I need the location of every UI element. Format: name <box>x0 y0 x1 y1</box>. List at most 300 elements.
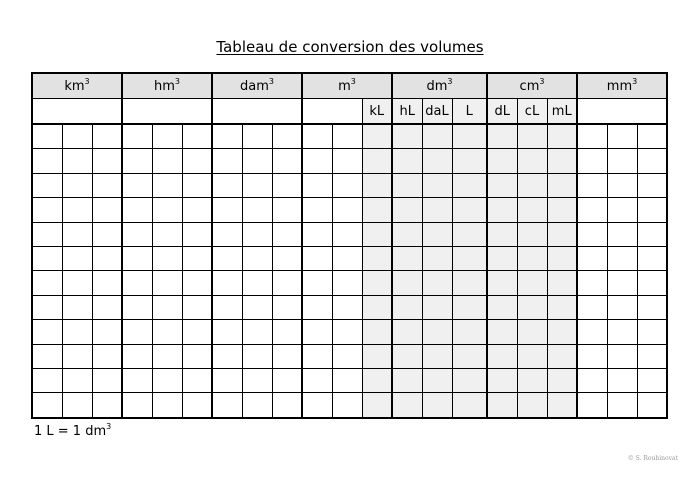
grid-cell <box>392 173 422 197</box>
unit-m3-base: m <box>338 78 351 94</box>
grid-cell <box>487 173 517 197</box>
grid-cell <box>302 271 332 295</box>
grid-cell <box>62 271 92 295</box>
grid-cell <box>547 222 577 246</box>
grid-cell <box>152 295 182 319</box>
grid-cell <box>487 246 517 270</box>
grid-cell <box>392 344 422 368</box>
grid-cell <box>152 344 182 368</box>
table-row <box>32 246 667 270</box>
grid-cell <box>242 368 272 392</box>
grid-cell <box>422 368 452 392</box>
grid-cell <box>487 271 517 295</box>
grid-cell <box>392 198 422 222</box>
grid-cell <box>332 368 362 392</box>
grid-cell <box>122 124 152 149</box>
grid-cell <box>332 173 362 197</box>
grid-cell <box>272 271 302 295</box>
grid-cell <box>212 344 242 368</box>
table-row <box>32 295 667 319</box>
grid-cell <box>422 173 452 197</box>
grid-cell <box>332 124 362 149</box>
unit-header-km3 <box>32 73 122 99</box>
unit-cm3-base: cm <box>519 78 540 94</box>
liter-label-ml: mL <box>547 99 577 125</box>
grid-cell <box>487 320 517 344</box>
grid-cell <box>422 344 452 368</box>
conversion-note <box>34 424 111 439</box>
grid-cell <box>547 246 577 270</box>
grid-cell <box>32 222 62 246</box>
grid-cell <box>122 271 152 295</box>
grid-cell <box>577 222 607 246</box>
unit-hm3-base: hm <box>154 78 175 94</box>
grid-cell <box>152 246 182 270</box>
grid-cell <box>362 222 392 246</box>
grid-cell <box>577 368 607 392</box>
grid-cell <box>487 344 517 368</box>
grid-cell <box>362 246 392 270</box>
grid-cell <box>62 393 92 418</box>
grid-cell <box>452 222 487 246</box>
grid-cell <box>122 368 152 392</box>
grid-cell <box>392 368 422 392</box>
grid-cell <box>392 393 422 418</box>
grid-cell <box>92 344 122 368</box>
grid-cell <box>577 246 607 270</box>
grid-cell <box>32 320 62 344</box>
blank-cell <box>32 99 122 125</box>
grid-cell <box>452 173 487 197</box>
grid-cell <box>547 198 577 222</box>
unit-cm3-exp: 3 <box>539 76 545 86</box>
grid-cell <box>577 271 607 295</box>
grid-cell <box>242 198 272 222</box>
table-row <box>32 149 667 173</box>
grid-cell <box>637 149 667 173</box>
grid-cell <box>152 271 182 295</box>
grid-cell <box>487 295 517 319</box>
grid-cell <box>332 295 362 319</box>
grid-cell <box>577 393 607 418</box>
grid-cell <box>272 173 302 197</box>
grid-cell <box>332 344 362 368</box>
grid-cell <box>242 320 272 344</box>
unit-km3-base: km <box>64 78 85 94</box>
grid-cell <box>152 149 182 173</box>
grid-cell <box>182 222 212 246</box>
grid-cell <box>302 368 332 392</box>
grid-cell <box>362 320 392 344</box>
grid-cell <box>452 124 487 149</box>
unit-dm3-exp: 3 <box>447 76 453 86</box>
grid-cell <box>302 295 332 319</box>
grid-cell <box>152 320 182 344</box>
grid-cell <box>332 393 362 418</box>
grid-cell <box>212 246 242 270</box>
grid-cell <box>122 344 152 368</box>
grid-cell <box>92 124 122 149</box>
grid-cell <box>607 271 637 295</box>
grid-cell <box>422 295 452 319</box>
unit-header-dm3 <box>392 73 487 99</box>
grid-cell <box>122 320 152 344</box>
grid-cell <box>182 173 212 197</box>
grid-cell <box>392 320 422 344</box>
grid-cell <box>392 222 422 246</box>
grid-cell <box>332 222 362 246</box>
grid-cell <box>92 271 122 295</box>
grid-cell <box>487 124 517 149</box>
grid-cell <box>272 295 302 319</box>
grid-cell <box>452 320 487 344</box>
grid-cell <box>272 246 302 270</box>
table-row <box>32 368 667 392</box>
grid-cell <box>607 149 637 173</box>
grid-cell <box>62 198 92 222</box>
unit-header-dam3 <box>212 73 302 99</box>
grid-cell <box>637 368 667 392</box>
grid-cell <box>517 222 547 246</box>
table-row <box>32 124 667 149</box>
grid-cell <box>92 320 122 344</box>
table-row <box>32 393 667 418</box>
grid-cell <box>122 149 152 173</box>
grid-cell <box>517 368 547 392</box>
grid-cell <box>242 295 272 319</box>
grid-cell <box>92 393 122 418</box>
grid-cell <box>242 393 272 418</box>
grid-cell <box>182 368 212 392</box>
grid-cell <box>32 124 62 149</box>
grid-cell <box>577 173 607 197</box>
grid-cell <box>272 198 302 222</box>
grid-cell <box>212 149 242 173</box>
grid-cell <box>302 198 332 222</box>
grid-cell <box>607 173 637 197</box>
grid-cell <box>547 368 577 392</box>
grid-cell <box>517 173 547 197</box>
grid-cell <box>272 124 302 149</box>
unit-mm3-base: mm <box>606 78 633 94</box>
liter-label-kl: kL <box>362 99 392 125</box>
grid-cell <box>547 393 577 418</box>
grid-cell <box>212 222 242 246</box>
grid-cell <box>452 295 487 319</box>
grid-cell <box>212 124 242 149</box>
table-row <box>32 344 667 368</box>
grid-cell <box>62 320 92 344</box>
grid-cell <box>607 222 637 246</box>
grid-cell <box>182 124 212 149</box>
grid-cell <box>547 271 577 295</box>
grid-cell <box>637 222 667 246</box>
grid-cell <box>392 295 422 319</box>
grid-cell <box>547 344 577 368</box>
grid-cell <box>242 246 272 270</box>
grid-cell <box>272 368 302 392</box>
grid-cell <box>517 344 547 368</box>
grid-cell <box>62 246 92 270</box>
grid-cell <box>212 295 242 319</box>
grid-cell <box>637 124 667 149</box>
grid-cell <box>487 198 517 222</box>
grid-cell <box>242 124 272 149</box>
grid-cell <box>547 173 577 197</box>
liter-label-dal: daL <box>422 99 452 125</box>
grid-cell <box>152 368 182 392</box>
grid-cell <box>362 344 392 368</box>
grid-cell <box>92 295 122 319</box>
grid-cell <box>637 393 667 418</box>
grid-cell <box>272 320 302 344</box>
liter-label-row <box>32 99 667 125</box>
grid-cell <box>182 246 212 270</box>
grid-cell <box>487 222 517 246</box>
grid-cell <box>517 393 547 418</box>
grid-cell <box>32 198 62 222</box>
grid-cell <box>517 320 547 344</box>
grid-cell <box>607 124 637 149</box>
conversion-table <box>31 72 668 419</box>
page-title: Tableau de conversion des volumes <box>216 38 484 56</box>
grid-cell <box>32 173 62 197</box>
grid-cell <box>242 344 272 368</box>
grid-cell <box>422 246 452 270</box>
grid-cell <box>32 368 62 392</box>
grid-cell <box>547 295 577 319</box>
grid-cell <box>422 271 452 295</box>
unit-header-hm3 <box>122 73 212 99</box>
grid-cell <box>452 344 487 368</box>
grid-cell <box>517 198 547 222</box>
grid-cell <box>547 124 577 149</box>
table-row <box>32 271 667 295</box>
grid-cell <box>577 295 607 319</box>
grid-cell <box>122 393 152 418</box>
table-row <box>32 173 667 197</box>
table-row <box>32 198 667 222</box>
grid-cell <box>517 124 547 149</box>
grid-cell <box>32 393 62 418</box>
grid-cell <box>637 320 667 344</box>
grid-cell <box>152 173 182 197</box>
grid-cell <box>212 198 242 222</box>
grid-cell <box>182 344 212 368</box>
unit-header-m3 <box>302 73 392 99</box>
copyright-text: © S. Roubinovat <box>627 455 678 462</box>
grid-cell <box>302 222 332 246</box>
grid-cell <box>452 198 487 222</box>
grid-cell <box>577 198 607 222</box>
grid-cell <box>452 246 487 270</box>
grid-cell <box>92 246 122 270</box>
grid-cell <box>152 222 182 246</box>
grid-cell <box>32 344 62 368</box>
grid-cell <box>302 149 332 173</box>
grid-cell <box>212 271 242 295</box>
grid-cell <box>392 124 422 149</box>
liter-label-l: L <box>452 99 487 125</box>
grid-cell <box>517 271 547 295</box>
grid-cell <box>272 222 302 246</box>
grid-cell <box>212 173 242 197</box>
grid-cell <box>122 246 152 270</box>
grid-cell <box>62 124 92 149</box>
liter-label-dl: dL <box>487 99 517 125</box>
grid-cell <box>152 124 182 149</box>
grid-cell <box>182 198 212 222</box>
grid-cell <box>607 198 637 222</box>
grid-cell <box>362 295 392 319</box>
grid-cell <box>122 198 152 222</box>
grid-cell <box>392 149 422 173</box>
grid-cell <box>302 173 332 197</box>
grid-cell <box>92 368 122 392</box>
grid-cell <box>92 173 122 197</box>
grid-cell <box>332 198 362 222</box>
grid-cell <box>272 149 302 173</box>
grid-cell <box>362 393 392 418</box>
unit-dm3-base: dm <box>426 78 448 94</box>
grid-cell <box>422 124 452 149</box>
grid-cell <box>487 149 517 173</box>
grid-cell <box>517 295 547 319</box>
unit-hm3-exp: 3 <box>174 76 180 86</box>
grid-cell <box>362 198 392 222</box>
grid-cell <box>152 393 182 418</box>
grid-cell <box>452 271 487 295</box>
grid-cell <box>607 295 637 319</box>
grid-cell <box>62 149 92 173</box>
grid-cell <box>487 368 517 392</box>
grid-cell <box>487 393 517 418</box>
grid-cell <box>392 246 422 270</box>
grid-cell <box>362 124 392 149</box>
grid-cell <box>32 246 62 270</box>
grid-cell <box>182 149 212 173</box>
grid-cell <box>607 246 637 270</box>
unit-dam3-base: dam <box>240 78 269 94</box>
grid-cell <box>62 173 92 197</box>
blank-cell <box>122 99 212 125</box>
blank-cell <box>577 99 667 125</box>
grid-cell <box>332 271 362 295</box>
grid-cell <box>637 295 667 319</box>
grid-cell <box>302 393 332 418</box>
grid-cell <box>32 271 62 295</box>
grid-cell <box>92 222 122 246</box>
grid-cell <box>452 149 487 173</box>
grid-cell <box>302 320 332 344</box>
grid-cell <box>547 320 577 344</box>
note-exp: 3 <box>106 422 112 431</box>
grid-cell <box>272 344 302 368</box>
grid-cell <box>637 173 667 197</box>
blank-cell <box>212 99 302 125</box>
grid-cell <box>212 368 242 392</box>
grid-cell <box>607 344 637 368</box>
blank-cell <box>302 99 362 125</box>
grid-cell <box>607 320 637 344</box>
grid-cell <box>577 149 607 173</box>
grid-cell <box>422 393 452 418</box>
grid-cell <box>422 198 452 222</box>
grid-cell <box>302 246 332 270</box>
grid-cell <box>62 368 92 392</box>
grid-cell <box>62 295 92 319</box>
grid-cell <box>122 173 152 197</box>
grid-cell <box>577 124 607 149</box>
grid-cell <box>607 368 637 392</box>
grid-cell <box>242 222 272 246</box>
grid-cell <box>452 393 487 418</box>
grid-cell <box>547 149 577 173</box>
grid-cell <box>182 393 212 418</box>
grid-cell <box>637 246 667 270</box>
unit-m3-exp: 3 <box>350 76 356 86</box>
grid-cell <box>242 271 272 295</box>
grid-cell <box>92 149 122 173</box>
grid-cell <box>272 393 302 418</box>
grid-cell <box>242 173 272 197</box>
table-row <box>32 222 667 246</box>
grid-cell <box>577 344 607 368</box>
grid-cell <box>32 149 62 173</box>
grid-cell <box>362 149 392 173</box>
grid-cell <box>62 222 92 246</box>
grid-cell <box>122 295 152 319</box>
grid-cell <box>362 173 392 197</box>
grid-cell <box>182 295 212 319</box>
grid-cell <box>302 124 332 149</box>
grid-cell <box>212 393 242 418</box>
liter-label-cl: cL <box>517 99 547 125</box>
unit-mm3-exp: 3 <box>632 76 638 86</box>
grid-cell <box>362 271 392 295</box>
grid-cell <box>637 344 667 368</box>
grid-cell <box>212 320 242 344</box>
grid-cell <box>32 295 62 319</box>
grid-cell <box>182 271 212 295</box>
unit-km3-exp: 3 <box>84 76 90 86</box>
grid-cell <box>362 368 392 392</box>
unit-header-cm3 <box>487 73 577 99</box>
grid-cell <box>577 320 607 344</box>
unit-dam3-exp: 3 <box>268 76 274 86</box>
grid-cell <box>62 344 92 368</box>
liter-label-hl: hL <box>392 99 422 125</box>
grid-cell <box>92 198 122 222</box>
grid-cell <box>517 149 547 173</box>
grid-cell <box>452 368 487 392</box>
grid-cell <box>332 149 362 173</box>
grid-cell <box>332 320 362 344</box>
grid-cell <box>607 393 637 418</box>
grid-cell <box>182 320 212 344</box>
grid-cell <box>152 198 182 222</box>
grid-cell <box>332 246 362 270</box>
grid-cell <box>242 149 272 173</box>
table-row <box>32 320 667 344</box>
grid-cell <box>517 246 547 270</box>
grid-cell <box>422 149 452 173</box>
grid-cell <box>422 222 452 246</box>
grid-cell <box>122 222 152 246</box>
grid-cell <box>637 271 667 295</box>
grid-cell <box>392 271 422 295</box>
grid-cell <box>422 320 452 344</box>
